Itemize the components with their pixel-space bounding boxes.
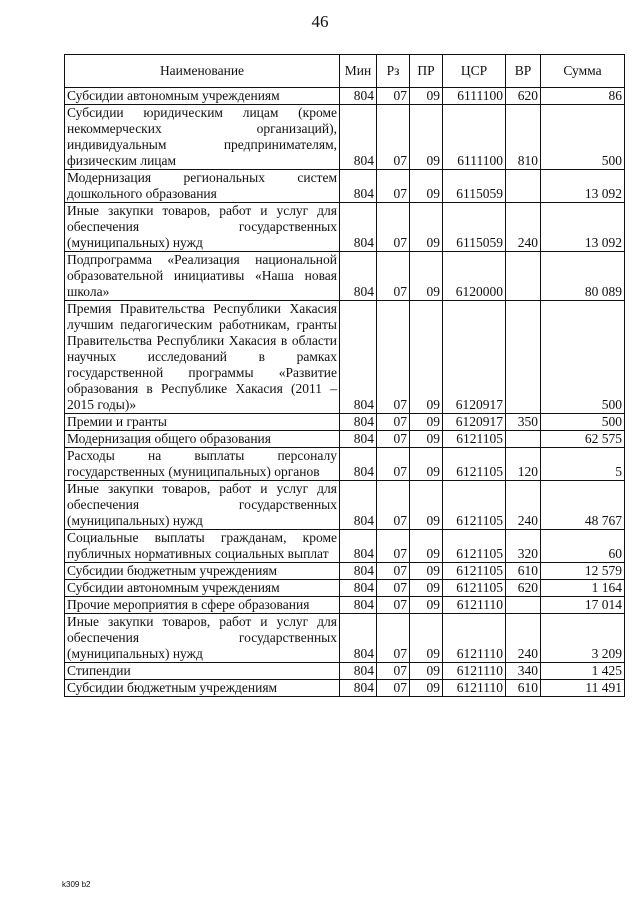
row-pr: 09 <box>410 580 443 597</box>
row-min: 804 <box>340 663 377 680</box>
row-pr: 09 <box>410 301 443 414</box>
header-min: Мин <box>340 55 377 88</box>
table-row <box>65 448 625 481</box>
row-rz: 07 <box>377 203 410 252</box>
row-rz: 07 <box>377 580 410 597</box>
row-pr: 09 <box>410 481 443 530</box>
table-row <box>65 614 625 663</box>
row-rz: 07 <box>377 431 410 448</box>
budget-table <box>64 54 625 697</box>
table-row <box>65 530 625 563</box>
row-vr: 120 <box>506 448 541 481</box>
row-sum: 5 <box>541 448 625 481</box>
header-vr: ВР <box>506 55 541 88</box>
row-rz: 07 <box>377 170 410 203</box>
row-min: 804 <box>340 530 377 563</box>
table-body <box>65 88 625 697</box>
row-rz: 07 <box>377 530 410 563</box>
table-row <box>65 431 625 448</box>
row-min: 804 <box>340 481 377 530</box>
row-csr: 6121105 <box>443 448 506 481</box>
table-row <box>65 252 625 301</box>
row-pr: 09 <box>410 614 443 663</box>
row-csr: 6120000 <box>443 252 506 301</box>
row-sum: 13 092 <box>541 203 625 252</box>
row-pr: 09 <box>410 203 443 252</box>
page-number: 46 <box>311 12 329 31</box>
table-row <box>65 597 625 614</box>
row-vr <box>506 431 541 448</box>
row-vr <box>506 597 541 614</box>
row-name: Субсидии автономным учреждениям <box>65 580 340 597</box>
row-csr: 6120917 <box>443 301 506 414</box>
row-sum: 500 <box>541 301 625 414</box>
row-sum: 62 575 <box>541 431 625 448</box>
row-rz: 07 <box>377 105 410 170</box>
row-name: Иные закупки товаров, работ и услуг для обеспечения государственных (муниципальных) нужд <box>65 614 340 663</box>
row-rz: 07 <box>377 614 410 663</box>
row-csr: 6121105 <box>443 431 506 448</box>
row-vr: 350 <box>506 414 541 431</box>
row-csr: 6121105 <box>443 481 506 530</box>
table-row <box>65 170 625 203</box>
table-header-row <box>65 55 625 88</box>
row-pr: 09 <box>410 88 443 105</box>
row-vr: 240 <box>506 481 541 530</box>
table-row <box>65 414 625 431</box>
table-row <box>65 301 625 414</box>
row-sum: 1 425 <box>541 663 625 680</box>
row-vr: 610 <box>506 680 541 697</box>
row-sum: 11 491 <box>541 680 625 697</box>
row-pr: 09 <box>410 105 443 170</box>
header-csr: ЦСР <box>443 55 506 88</box>
row-vr <box>506 252 541 301</box>
row-rz: 07 <box>377 301 410 414</box>
row-min: 804 <box>340 105 377 170</box>
row-pr: 09 <box>410 563 443 580</box>
row-name: Премия Правительства Республики Хакасия лучшим педагогическим работникам, гранты Правительства Республики Хакасия в области научных исследований в рамках государственной программы «Развитие образования в Республике Хакасия (2011 – 2015 годы)» <box>65 301 340 414</box>
row-csr: 6121110 <box>443 680 506 697</box>
row-name: Субсидии бюджетным учреждениям <box>65 563 340 580</box>
row-min: 804 <box>340 301 377 414</box>
row-name: Субсидии бюджетным учреждениям <box>65 680 340 697</box>
row-min: 804 <box>340 563 377 580</box>
row-sum: 13 092 <box>541 170 625 203</box>
header-sum: Сумма <box>541 55 625 88</box>
row-vr: 610 <box>506 563 541 580</box>
footer-code: k309 b2 <box>62 880 91 889</box>
row-vr: 320 <box>506 530 541 563</box>
row-rz: 07 <box>377 88 410 105</box>
row-min: 804 <box>340 580 377 597</box>
row-name: Социальные выплаты гражданам, кроме публичных нормативных социальных выплат <box>65 530 340 563</box>
row-name: Расходы на выплаты персоналу государственных (муниципальных) органов <box>65 448 340 481</box>
table-row <box>65 481 625 530</box>
row-sum: 80 089 <box>541 252 625 301</box>
row-name: Премии и гранты <box>65 414 340 431</box>
row-sum: 17 014 <box>541 597 625 614</box>
row-vr: 240 <box>506 614 541 663</box>
header-pr: ПР <box>410 55 443 88</box>
row-min: 804 <box>340 203 377 252</box>
header-name: Наименование <box>65 55 340 88</box>
table-row <box>65 105 625 170</box>
row-min: 804 <box>340 431 377 448</box>
row-csr: 6120917 <box>443 414 506 431</box>
row-rz: 07 <box>377 252 410 301</box>
row-sum: 500 <box>541 414 625 431</box>
row-min: 804 <box>340 614 377 663</box>
table-row <box>65 563 625 580</box>
row-vr: 620 <box>506 580 541 597</box>
row-name: Модернизация общего образования <box>65 431 340 448</box>
row-min: 804 <box>340 680 377 697</box>
row-name: Подпрограмма «Реализация национальной образовательной инициативы «Наша новая школа» <box>65 252 340 301</box>
row-csr: 6121105 <box>443 563 506 580</box>
row-vr <box>506 301 541 414</box>
row-csr: 6121105 <box>443 580 506 597</box>
table-row <box>65 88 625 105</box>
row-rz: 07 <box>377 680 410 697</box>
row-rz: 07 <box>377 597 410 614</box>
table-row <box>65 203 625 252</box>
row-min: 804 <box>340 88 377 105</box>
row-pr: 09 <box>410 530 443 563</box>
header-rz: Рз <box>377 55 410 88</box>
row-pr: 09 <box>410 252 443 301</box>
row-sum: 1 164 <box>541 580 625 597</box>
row-pr: 09 <box>410 170 443 203</box>
row-vr <box>506 170 541 203</box>
row-sum: 12 579 <box>541 563 625 580</box>
row-sum: 500 <box>541 105 625 170</box>
row-name: Субсидии автономным учреждениям <box>65 88 340 105</box>
table-row <box>65 680 625 697</box>
table-row <box>65 580 625 597</box>
row-name: Модернизация региональных систем дошкольного образования <box>65 170 340 203</box>
row-csr: 6115059 <box>443 203 506 252</box>
row-csr: 6115059 <box>443 170 506 203</box>
row-sum: 48 767 <box>541 481 625 530</box>
row-pr: 09 <box>410 597 443 614</box>
row-min: 804 <box>340 597 377 614</box>
row-csr: 6121110 <box>443 663 506 680</box>
row-vr: 620 <box>506 88 541 105</box>
row-name: Иные закупки товаров, работ и услуг для обеспечения государственных (муниципальных) нужд <box>65 203 340 252</box>
row-rz: 07 <box>377 481 410 530</box>
row-pr: 09 <box>410 414 443 431</box>
row-rz: 07 <box>377 448 410 481</box>
row-name: Стипендии <box>65 663 340 680</box>
row-csr: 6121105 <box>443 530 506 563</box>
row-sum: 60 <box>541 530 625 563</box>
row-csr: 6121110 <box>443 614 506 663</box>
row-csr: 6111100 <box>443 105 506 170</box>
table-row <box>65 663 625 680</box>
row-vr: 810 <box>506 105 541 170</box>
row-sum: 86 <box>541 88 625 105</box>
row-rz: 07 <box>377 563 410 580</box>
row-vr: 340 <box>506 663 541 680</box>
row-vr: 240 <box>506 203 541 252</box>
row-csr: 6111100 <box>443 88 506 105</box>
row-min: 804 <box>340 448 377 481</box>
row-name: Прочие мероприятия в сфере образования <box>65 597 340 614</box>
row-name: Иные закупки товаров, работ и услуг для обеспечения государственных (муниципальных) нужд <box>65 481 340 530</box>
row-csr: 6121110 <box>443 597 506 614</box>
row-pr: 09 <box>410 663 443 680</box>
row-name: Субсидии юридическим лицам (кроме некоммерческих организаций), индивидуальным предпринимателям, физическим лицам <box>65 105 340 170</box>
row-sum: 3 209 <box>541 614 625 663</box>
row-rz: 07 <box>377 414 410 431</box>
row-pr: 09 <box>410 448 443 481</box>
row-rz: 07 <box>377 663 410 680</box>
row-pr: 09 <box>410 431 443 448</box>
row-min: 804 <box>340 170 377 203</box>
row-pr: 09 <box>410 680 443 697</box>
row-min: 804 <box>340 414 377 431</box>
row-min: 804 <box>340 252 377 301</box>
